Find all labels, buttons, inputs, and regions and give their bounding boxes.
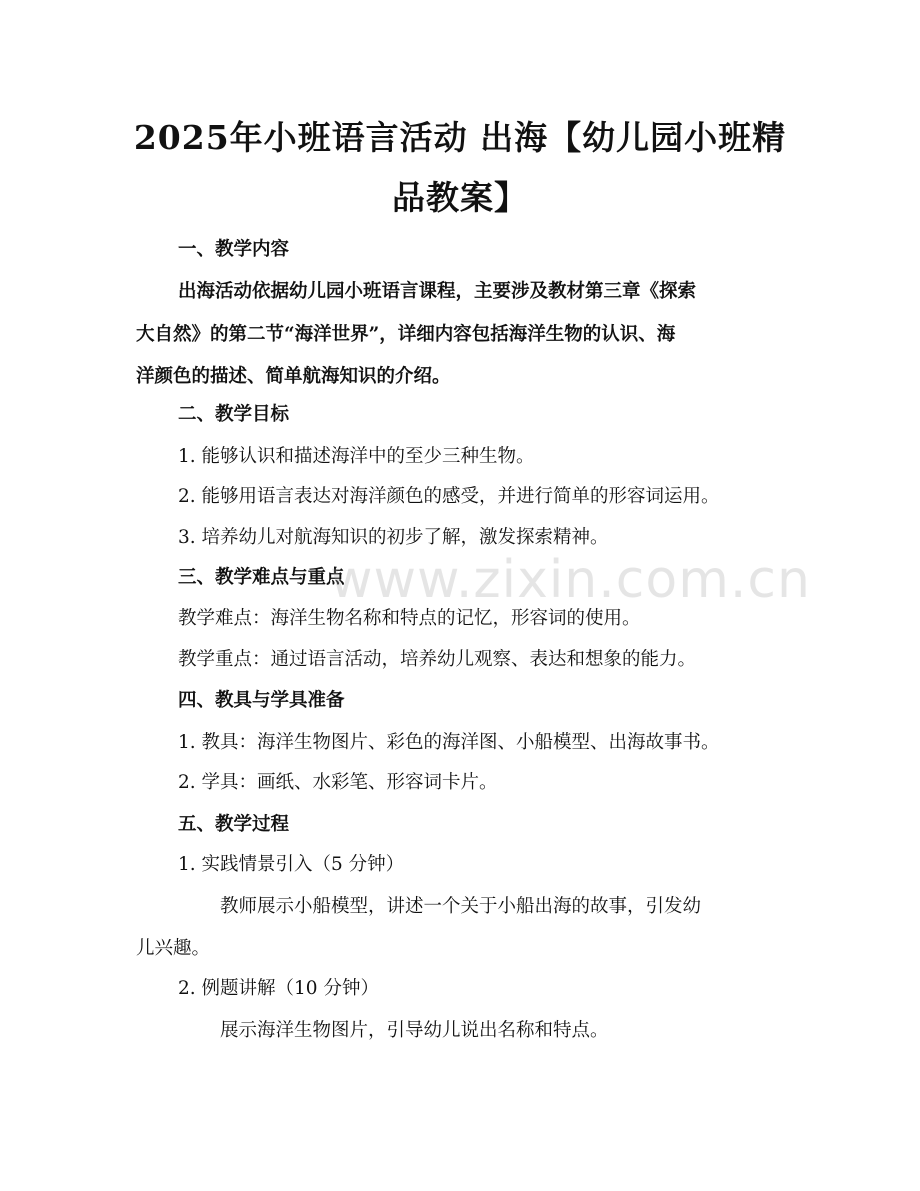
- materials-item-1: 1. 教具：海洋生物图片、彩色的海洋图、小船模型、出海故事书。: [178, 732, 720, 753]
- section-1-paragraph-line-3: 洋颜色的描述、简单航海知识的介绍。: [136, 366, 451, 387]
- process-step-2: 2. 例题讲解（10 分钟）: [178, 978, 379, 999]
- teaching-difficulty: 教学难点：海洋生物名称和特点的记忆，形容词的使用。: [178, 608, 641, 629]
- watermark: www.zixin.com.cn: [330, 550, 811, 610]
- process-step-1-text-line-1: 教师展示小船模型，讲述一个关于小船出海的故事，引发幼: [220, 896, 702, 917]
- process-step-2-text-line-1: 展示海洋生物图片，引导幼儿说出名称和特点。: [220, 1020, 609, 1041]
- materials-item-2: 2. 学具：画纸、水彩笔、形容词卡片。: [178, 772, 498, 793]
- section-3-heading: 三、教学难点与重点: [178, 567, 345, 588]
- section-1-heading: 一、教学内容: [178, 239, 290, 260]
- section-1-paragraph-line-1: 出海活动依据幼儿园小班语言课程，主要涉及教材第三章《探索: [178, 281, 697, 302]
- objective-item-1: 1. 能够认识和描述海洋中的至少三种生物。: [178, 446, 535, 467]
- objective-item-2: 2. 能够用语言表达对海洋颜色的感受，并进行简单的形容词运用。: [178, 486, 720, 507]
- document-title-line-2: 品教案】: [392, 178, 528, 217]
- process-step-1: 1. 实践情景引入（5 分钟）: [178, 854, 405, 875]
- process-step-1-text-line-2: 儿兴趣。: [136, 938, 211, 959]
- section-5-heading: 五、教学过程: [178, 814, 290, 835]
- document-title-line-1: 2025年小班语言活动 出海【幼儿园小班精: [133, 118, 787, 157]
- objective-item-3: 3. 培养幼儿对航海知识的初步了解，激发探索精神。: [178, 527, 609, 548]
- section-4-heading: 四、教具与学具准备: [178, 690, 345, 711]
- section-2-heading: 二、教学目标: [178, 404, 290, 425]
- section-1-paragraph-line-2: 大自然》的第二节“海洋世界”，详细内容包括海洋生物的认识、海: [136, 324, 676, 345]
- teaching-focus: 教学重点：通过语言活动，培养幼儿观察、表达和想象的能力。: [178, 649, 697, 670]
